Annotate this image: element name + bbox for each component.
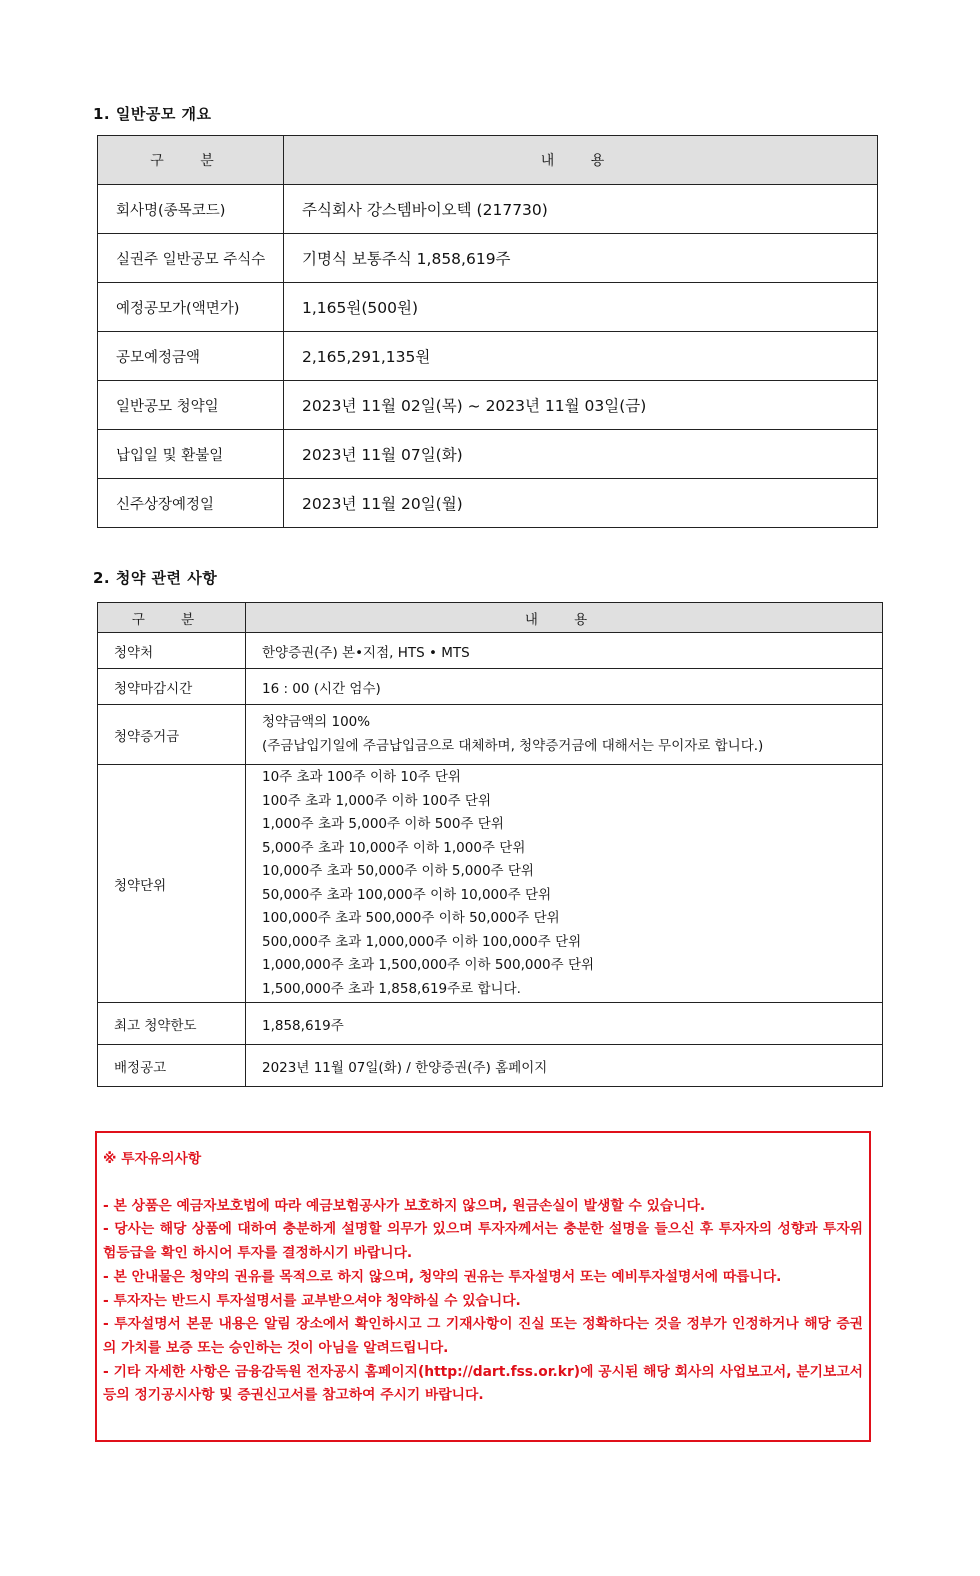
value-line: 1,500,000주 초과 1,858,619주로 합니다.	[262, 980, 521, 997]
table-header-row	[98, 136, 878, 185]
row-value	[246, 705, 883, 765]
header-category: 구 분	[98, 603, 246, 633]
table-row	[98, 765, 883, 1003]
row-value: 1,858,619주	[246, 1003, 883, 1045]
row-value: 기명식 보통주식 1,858,619주	[284, 234, 878, 283]
row-label: 회사명(종목코드)	[98, 185, 284, 234]
notice-item: - 투자설명서 본문 내용은 알림 장소에서 확인하시고 그 기재사항이 진실 또는 정확하다는 것을 정부가 인정하거나 해당 증권의 가치를 보증 또는 승인하는 것이 아님을 알려드립니다.	[103, 1316, 863, 1356]
investment-notice-box	[95, 1131, 871, 1442]
value-line: 10,000주 초과 50,000주 이하 5,000주 단위	[262, 863, 534, 879]
section2-title: 2. 청약 관련 사항	[93, 569, 218, 587]
notice-item: - 기타 자세한 사항은 금융감독원 전자공시 홈페이지(http://dart.fss.or.kr)에 공시된 해당 회사의 사업보고서, 분기보고서 등의 정기공시사항 및 증권신고서를 참고하여 주시기 바랍니다.	[103, 1363, 863, 1404]
notice-item: - 본 상품은 예금자보호법에 따라 예금보험공사가 보호하지 않으며, 원금손실이 발생할 수 있습니다.	[103, 1197, 706, 1214]
table-row	[98, 479, 878, 528]
header-content: 내 용	[246, 603, 883, 633]
table-row	[98, 185, 878, 234]
value-line: 50,000주 초과 100,000주 이하 10,000주 단위	[262, 886, 552, 903]
section1-title: 1. 일반공모 개요	[93, 105, 212, 123]
table-row	[98, 430, 878, 479]
table-row	[98, 381, 878, 430]
row-label: 최고 청약한도	[98, 1003, 246, 1045]
header-content: 내 용	[284, 136, 878, 185]
row-value	[246, 765, 883, 1003]
value-line: 100주 초과 1,000주 이하 100주 단위	[262, 792, 492, 809]
value-line: 500,000주 초과 1,000,000주 이하 100,000주 단위	[262, 933, 582, 950]
notice-item: - 투자자는 반드시 투자설명서를 교부받으셔야 청약하실 수 있습니다.	[103, 1292, 521, 1309]
row-value: 1,165원(500원)	[284, 283, 878, 332]
table-row	[98, 705, 883, 765]
table-row	[98, 633, 883, 669]
notice-item: - 당사는 해당 상품에 대하여 충분하게 설명할 의무가 있으며 투자자께서는 충분한 설명을 들으신 후 투자자의 성향과 투자위험등급을 확인 하시어 투자를 결정하시기 바랍니다.	[103, 1221, 863, 1262]
value-line: (주금납입기일에 주금납입금으로 대체하며, 청약증거금에 대해서는 무이자로 합니다.)	[262, 737, 764, 754]
row-label: 신주상장예정일	[98, 479, 284, 528]
notice-title: ※ 투자유의사항	[103, 1151, 202, 1167]
row-label: 공모예정금액	[98, 332, 284, 381]
value-line: 5,000주 초과 10,000주 이하 1,000주 단위	[262, 839, 526, 856]
row-value: 주식회사 강스템바이오텍 (217730)	[284, 185, 878, 234]
header-category: 구 분	[98, 136, 284, 185]
value-line: 1,000주 초과 5,000주 이하 500주 단위	[262, 816, 504, 832]
value-line: 청약금액의 100%	[262, 714, 371, 730]
table-row	[98, 283, 878, 332]
row-value: 2023년 11월 02일(목) ~ 2023년 11월 03일(금)	[284, 381, 878, 430]
table-row	[98, 669, 883, 705]
row-value: 2023년 11월 07일(화)	[284, 430, 878, 479]
row-label: 배정공고	[98, 1045, 246, 1087]
row-label: 예정공모가(액면가)	[98, 283, 284, 332]
row-value: 2023년 11월 20일(월)	[284, 479, 878, 528]
row-label: 실권주 일반공모 주식수	[98, 234, 284, 283]
row-label: 청약증거금	[98, 705, 246, 765]
notice-item: - 본 안내물은 청약의 권유를 목적으로 하지 않으며, 청약의 권유는 투자설명서 또는 예비투자설명서에 따릅니다.	[103, 1268, 782, 1285]
table-row	[98, 1045, 883, 1087]
row-value: 한양증권(주) 본•지점, HTS • MTS	[246, 633, 883, 669]
row-value: 2,165,291,135원	[284, 332, 878, 381]
table-row	[98, 1003, 883, 1045]
table-row	[98, 234, 878, 283]
value-line: 1,000,000주 초과 1,500,000주 이하 500,000주 단위	[262, 957, 595, 973]
table-header-row	[98, 603, 883, 633]
row-label: 청약처	[98, 633, 246, 669]
table-row	[98, 332, 878, 381]
offering-overview-table	[97, 135, 878, 528]
row-value: 2023년 11월 07일(화) / 한양증권(주) 홈페이지	[246, 1045, 883, 1087]
row-value: 16 : 00 (시간 엄수)	[246, 669, 883, 705]
value-line: 100,000주 초과 500,000주 이하 50,000주 단위	[262, 910, 560, 926]
row-label: 청약단위	[98, 765, 246, 1003]
value-line: 10주 초과 100주 이하 10주 단위	[262, 769, 461, 785]
row-label: 납입일 및 환불일	[98, 430, 284, 479]
subscription-table	[97, 602, 883, 1087]
row-label: 청약마감시간	[98, 669, 246, 705]
row-label: 일반공모 청약일	[98, 381, 284, 430]
